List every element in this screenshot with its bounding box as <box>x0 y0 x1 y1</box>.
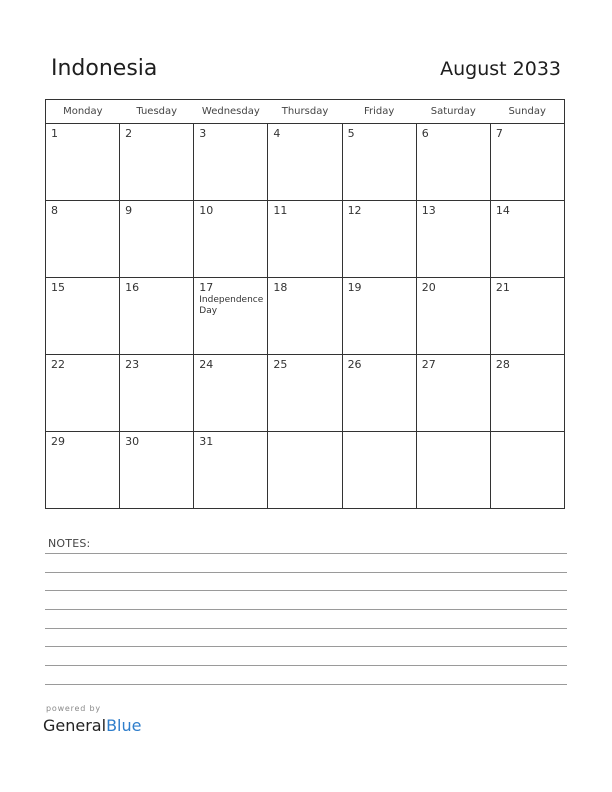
month-title: August 2033 <box>440 58 561 80</box>
day-cell <box>46 432 120 509</box>
day-cell <box>416 201 490 278</box>
day-cell <box>268 124 342 201</box>
weekday-header: Saturday <box>416 100 490 124</box>
day-cell <box>268 278 342 355</box>
weekday-header: Thursday <box>268 100 342 124</box>
day-cell <box>120 124 194 201</box>
day-cell <box>416 278 490 355</box>
day-number: 30 <box>125 435 140 448</box>
weekday-header: Wednesday <box>194 100 268 124</box>
day-number: 23 <box>125 358 140 371</box>
note-line <box>45 572 567 573</box>
brand-blue-text: Blue <box>106 716 142 735</box>
week-row <box>46 432 565 509</box>
day-cell <box>120 201 194 278</box>
day-number: 25 <box>273 358 288 371</box>
day-number: 29 <box>51 435 65 448</box>
day-number: 4 <box>273 127 281 140</box>
day-number: 27 <box>421 358 436 371</box>
day-cell <box>490 355 564 432</box>
week-row <box>46 278 565 355</box>
weekday-header: Sunday <box>490 100 564 124</box>
note-line <box>45 665 567 666</box>
weekday-header: Friday <box>342 100 416 124</box>
note-line <box>45 609 567 610</box>
day-cell <box>194 124 268 201</box>
day-cell-empty <box>490 432 564 509</box>
day-cell <box>120 278 194 355</box>
day-cell-holiday <box>194 278 268 355</box>
day-cell <box>342 201 416 278</box>
weekday-header-row <box>46 100 565 124</box>
note-line <box>45 628 567 629</box>
day-number: 14 <box>495 204 510 217</box>
day-number: 28 <box>495 358 510 371</box>
day-cell <box>342 124 416 201</box>
day-cell <box>268 201 342 278</box>
day-cell <box>46 124 120 201</box>
day-number: 31 <box>199 435 214 448</box>
powered-by-text: powered by <box>46 704 101 713</box>
day-cell <box>46 278 120 355</box>
day-cell <box>46 355 120 432</box>
day-cell <box>416 124 490 201</box>
brand-logo[interactable] <box>43 716 141 736</box>
day-number: 24 <box>199 358 214 371</box>
weekday-header: Tuesday <box>120 100 194 124</box>
day-number: 20 <box>421 281 436 294</box>
day-cell-empty <box>342 432 416 509</box>
note-line <box>45 553 567 554</box>
week-row <box>46 201 565 278</box>
day-number: 7 <box>495 127 503 140</box>
day-number: 15 <box>51 281 65 294</box>
day-cell <box>120 355 194 432</box>
day-number: 5 <box>347 127 355 140</box>
day-cell <box>120 432 194 509</box>
day-number: 11 <box>273 204 288 217</box>
note-line <box>45 684 567 685</box>
day-number: 3 <box>199 127 207 140</box>
day-cell <box>194 355 268 432</box>
day-cell <box>194 432 268 509</box>
day-cell-empty <box>416 432 490 509</box>
day-cell <box>490 278 564 355</box>
day-cell <box>46 201 120 278</box>
day-cell-empty <box>268 432 342 509</box>
day-number: 13 <box>421 204 436 217</box>
day-number: 18 <box>273 281 288 294</box>
day-number: 21 <box>495 281 510 294</box>
day-number: 8 <box>51 204 58 217</box>
day-cell <box>490 124 564 201</box>
day-number: 19 <box>347 281 362 294</box>
week-row <box>46 355 565 432</box>
day-number: 16 <box>125 281 140 294</box>
note-line <box>45 590 567 591</box>
calendar-grid <box>45 99 565 509</box>
day-number: 10 <box>199 204 214 217</box>
notes-label: NOTES: <box>48 537 91 550</box>
country-title: Indonesia <box>51 56 158 81</box>
brand-general-text: General <box>43 716 107 735</box>
day-cell <box>490 201 564 278</box>
day-number: 6 <box>421 127 429 140</box>
day-cell <box>342 355 416 432</box>
day-cell <box>194 201 268 278</box>
day-number: 1 <box>51 127 58 140</box>
day-cell <box>416 355 490 432</box>
holiday-label: Independence Day <box>199 295 264 316</box>
day-cell <box>342 278 416 355</box>
day-number: 12 <box>347 204 362 217</box>
day-number: 26 <box>347 358 362 371</box>
day-cell <box>268 355 342 432</box>
day-number: 17 <box>199 281 214 294</box>
day-number: 9 <box>125 204 133 217</box>
week-row <box>46 124 565 201</box>
day-number: 22 <box>51 358 65 371</box>
weekday-header: Monday <box>46 100 120 124</box>
day-number: 2 <box>125 127 133 140</box>
note-line <box>45 646 567 647</box>
